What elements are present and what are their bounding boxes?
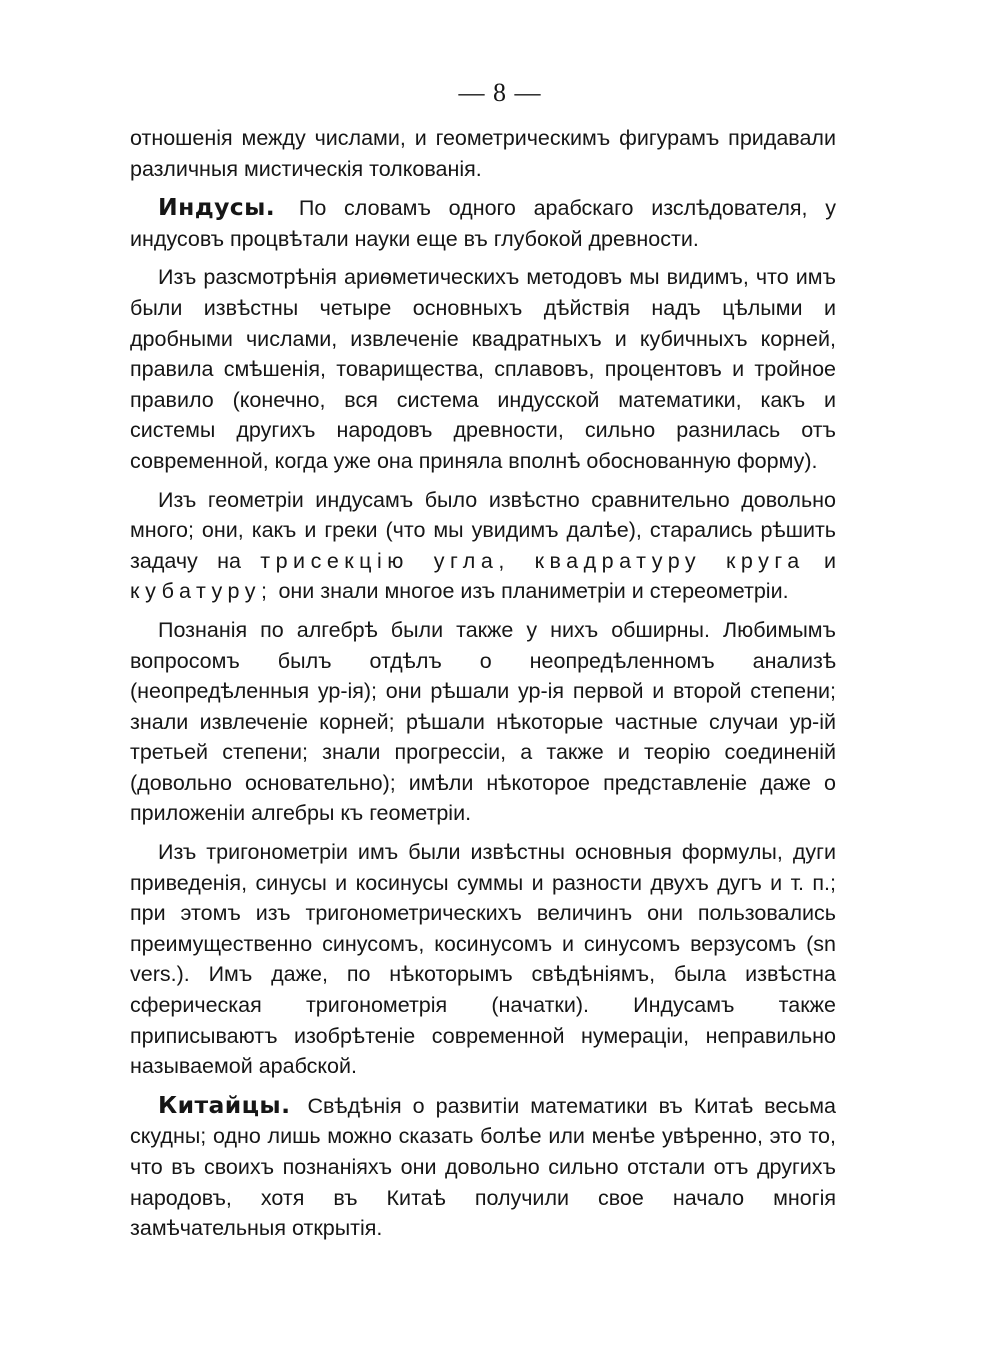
page-number: — 8 — — [458, 78, 542, 107]
paragraph-trigonometry: Изъ тригонометріи имъ были извѣстны основныя формулы, дуги приведенія, синусы и косинусы суммы и разности двухъ дугъ и т. п.; при этомъ изъ тригонометрическихъ величинъ они пользовались преимущественно синусомъ, косинусомъ и синусомъ верзусомъ (sn vers.). Имъ даже, по нѣкоторымъ свѣдѣніямъ, была извѣстна сферическая тригонометрія (начатки). Индусамъ также приписываютъ изобрѣтеніе современной нумераціи, неправильно называемой арабской. — [130, 840, 836, 1079]
section-heading-chinese: Китайцы. — [158, 1090, 291, 1119]
paragraph-chinese-text: Свѣдѣнія о развитіи математики въ Китаѣ весьма скудны; одно лишь можно сказать болѣе или менѣе увѣренно, это то, что въ своихъ познаніяхъ они довольно сильно отстали отъ другихъ народовъ, хотя въ Китаѣ получили свое начало многія замѣчательныя открытія. — [130, 1093, 836, 1241]
geometry-text-2: и — [824, 548, 837, 573]
paragraph-arithmetic: Изъ разсмотрѣнія ариѳметическихъ методовъ мы видимъ, что имъ были извѣстны четыре основныхъ дѣйствія надъ цѣлыми и дробными числами, извлеченіе квадратныхъ и кубичныхъ корней, правила смѣшенія, товарищества, сплавовъ, процентовъ и тройное правило (конечно, вся система индусской математики, какъ и системы другихъ народовъ древности, сильно разнилась отъ современной, когда уже она приняла вполнѣ обоснованную форму). — [130, 265, 836, 473]
geometry-text-3: они знали многое изъ планиметріи и стереометріи. — [278, 579, 789, 604]
paragraph-algebra: Познанія по алгебрѣ были также у нихъ обширны. Любимымъ вопросомъ былъ отдѣлъ о неопредѣленномъ анализѣ (неопредѣленныя ур-ія); они рѣшали ур-ія первой и второй степени; знали извлеченіе корней; рѣшали нѣкоторые частные случаи ур-ій третьей степени; знали прогрессіи, а также и теорію соединеній (довольно основательно); имѣли нѣкоторое представленіе даже о приложеніи алгебры къ геометріи. — [130, 617, 836, 826]
geometry-spaced-terms-2: кубатуру; — [130, 579, 273, 604]
paragraph-geometry — [130, 485, 836, 607]
geometry-text-1: Изъ геометріи индусамъ было извѣстно сравнительно довольно много; они, какъ и греки (что мы увидимъ далѣе), старались рѣшить задачу на — [130, 487, 836, 573]
paragraph-intro: отношенія между числами, и геометрическимъ фигурамъ придавали различныя мистическія толкованія. — [130, 126, 836, 181]
geometry-spaced-terms-1: трисекцію угла, квадратуру круга — [260, 548, 805, 573]
paragraph-hindus-intro-text: По словамъ одного арабскаго изслѣдователя, у индусовъ процвѣтали науки еще въ глубокой древности. — [130, 196, 836, 251]
paragraph-hindus-intro — [130, 192, 836, 254]
section-heading-hindus: Индусы. — [158, 193, 276, 222]
page-body — [130, 123, 836, 1252]
paragraph-chinese — [130, 1090, 836, 1244]
